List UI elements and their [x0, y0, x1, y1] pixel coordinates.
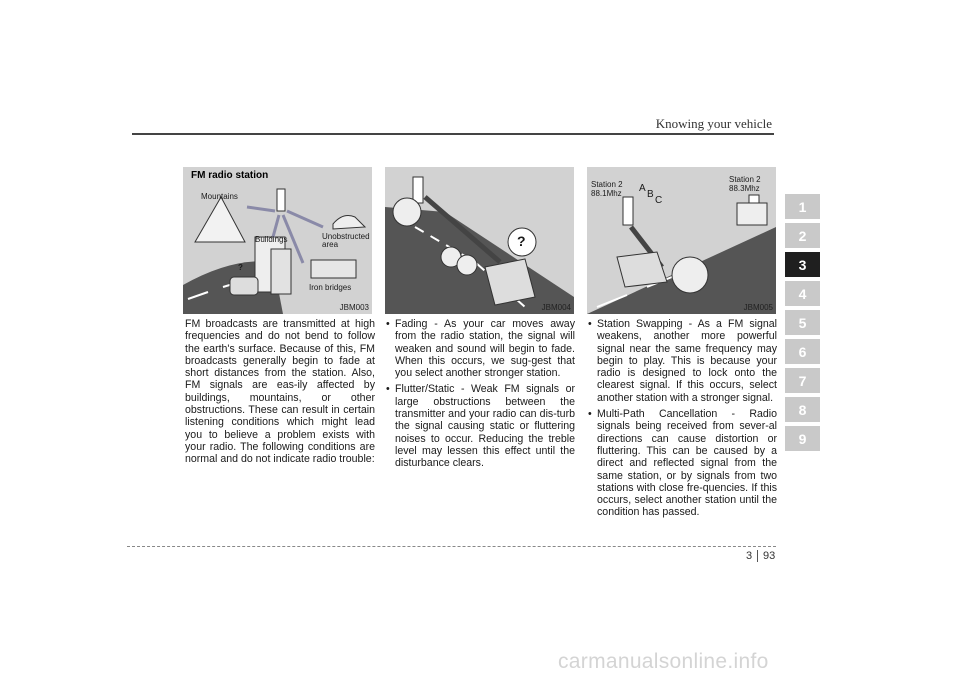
chapter-tab-6[interactable]: 6 — [785, 339, 820, 364]
figure-code: JBM004 — [541, 303, 571, 312]
page-separator — [757, 550, 758, 562]
chapter-tab-8[interactable]: 8 — [785, 397, 820, 422]
figure-title: FM radio station — [191, 170, 269, 181]
station-left-name: Station 2 — [591, 180, 623, 189]
chapter-tab-7[interactable]: 7 — [785, 368, 820, 393]
list-item-multipath: • Multi-Path Cancellation - Radio signals being received from sever-al directions can cause distortion or fluttering. This can be caused by a direct and reflected signal from the same station, or by signals from two stations with close fre-quencies. If this occurs, select another station until the condition has passed. — [587, 408, 777, 519]
figure-fading — [385, 167, 574, 314]
station-left-label — [591, 180, 623, 198]
radio-tower-left-icon — [623, 197, 633, 225]
page-number — [763, 550, 775, 562]
mountain-shape — [195, 197, 245, 242]
column-2 — [385, 318, 575, 474]
intro-paragraph: FM broadcasts are transmitted at high frequencies and do not bend to follow the earth's surface. Because of this, FM broadcasts generally begin to fade at short distances from the station. Also, FM signals are eas-ily affected by buildings, mountains, or other obstructions. These can result in certain listening conditions which might lead you to believe a problem exists with your radio. The following conditions are normal and do not indicate radio trouble: — [185, 318, 375, 466]
watermark: carmanualsonline.info — [558, 650, 769, 673]
chapter-tabs — [785, 194, 820, 455]
radio-tower-icon — [277, 189, 285, 211]
list-item-station-swapping: • Station Swapping - As a FM signal weakens, another more powerful signal near the same frequency may begin to play. This is because your radio is designed to lock onto the clearest signal. If this occurs, select another station with a stronger signal. — [587, 318, 777, 404]
chapter-tab-4[interactable]: 4 — [785, 281, 820, 306]
label-area: area — [322, 240, 339, 249]
label-mountains: Mountains — [201, 192, 238, 201]
label-unobstructed: Unobstructed — [322, 232, 370, 241]
car-icon-2 — [230, 277, 258, 295]
chapter-tab-2[interactable]: 2 — [785, 223, 820, 248]
station-left-freq: 88.1Mhz — [591, 189, 622, 198]
label-buildings: Buildings — [255, 235, 288, 244]
iron-bridge-shape — [311, 260, 356, 278]
footer-divider — [127, 546, 776, 547]
figure-fm-radio-station — [183, 167, 372, 314]
chapter-tab-5[interactable]: 5 — [785, 310, 820, 335]
radio-tower-icon — [413, 177, 423, 203]
radio-sound-icon — [737, 203, 767, 225]
bullet-list — [385, 318, 575, 470]
letter-b: B — [647, 189, 654, 200]
label-iron-bridges: Iron bridges — [309, 283, 352, 292]
chapter-tab-3[interactable]: 3 — [785, 252, 820, 277]
station-right-freq: 88.3Mhz — [729, 184, 760, 193]
figure-code: JBM003 — [339, 303, 369, 312]
page-number-text: 93 — [763, 550, 776, 562]
header-title: Knowing your vehicle — [655, 116, 772, 131]
list-item-flutter-static: • Flutter/Static - Weak FM signals or large obstructions between the transmitter and your radio can dis-turb the signal causing static or fluttering noises to occur. Reducing the treble level may lessen this effect until the disturbance clears. — [385, 383, 575, 469]
car-icon — [333, 216, 365, 229]
bullet-list — [587, 318, 777, 519]
column-3 — [587, 318, 777, 523]
station-right-label — [729, 175, 761, 193]
page-chapter: 3 — [746, 550, 753, 562]
letter-a: A — [639, 183, 646, 194]
label-question: ? — [238, 263, 243, 272]
header-divider — [132, 133, 774, 135]
car-icon — [617, 252, 667, 287]
building-shape-2 — [271, 249, 291, 294]
letter-c: C — [655, 195, 663, 206]
radio-sound-icon — [393, 198, 421, 226]
chapter-tab-1[interactable]: 1 — [785, 194, 820, 219]
fading-illustration — [385, 167, 574, 314]
column-1 — [185, 318, 375, 466]
figure-station-swapping — [587, 167, 776, 314]
figure-code: JBM005 — [743, 303, 773, 312]
label-unobstructed-area — [322, 233, 370, 249]
station-right-name: Station 2 — [729, 175, 761, 184]
tree-shape-2 — [457, 255, 477, 275]
question-mark: ? — [517, 233, 526, 249]
letters-bubble — [672, 257, 708, 293]
list-item-fading: • Fading - As your car moves away from the radio station, the signal will weaken and sound will begin to fade. When this occurs, we sug-gest that you select another stronger station. — [385, 318, 575, 379]
chapter-tab-9[interactable]: 9 — [785, 426, 820, 451]
